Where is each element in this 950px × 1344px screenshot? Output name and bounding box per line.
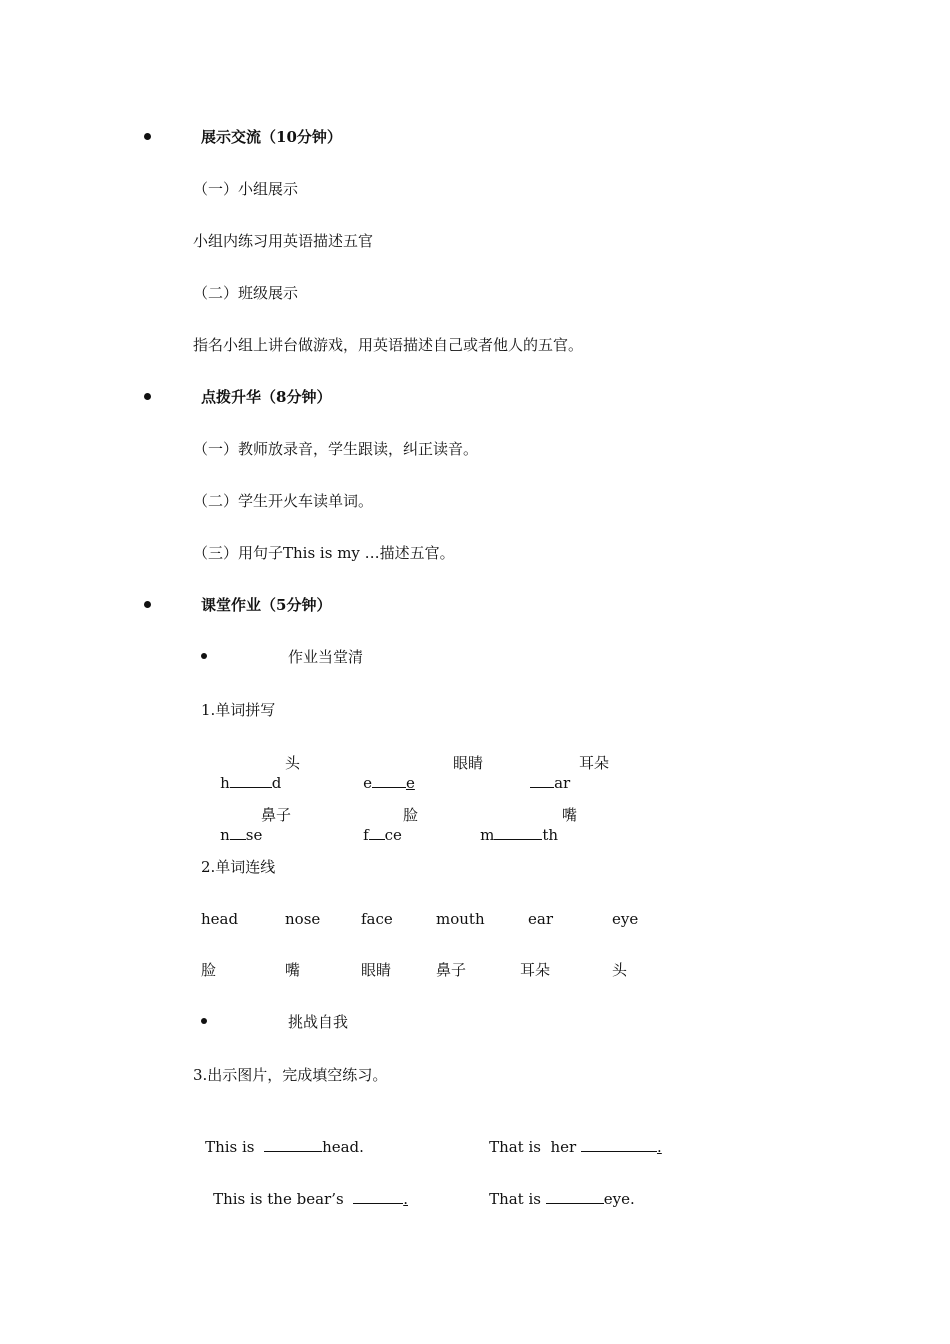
question-spelling-title: 1.单词拼写 xyxy=(201,701,276,719)
subheading-class-showcase: （二）班级展示 xyxy=(193,284,299,302)
bullet-icon xyxy=(201,1018,207,1024)
match-zh-word: 嘴 xyxy=(285,961,301,979)
sub-bullet-in-class: 作业当堂清 xyxy=(288,648,364,666)
fill-sentence-1: This is head. xyxy=(205,1138,364,1156)
list-item-recording: （一）教师放录音，学生跟读，纠正读音。 xyxy=(193,440,479,458)
section-heading-homework: 课堂作业（5分钟） xyxy=(201,596,332,614)
spelling-word-face: f ce xyxy=(363,826,402,844)
section-heading-showcase: 展示交流（10分钟） xyxy=(201,128,342,146)
spelling-row-1 xyxy=(201,753,281,813)
spelling-word-ear: ar xyxy=(511,753,570,813)
match-en-word: eye xyxy=(612,910,639,928)
match-en-word: ear xyxy=(528,910,553,928)
fill-sentence-3: This is the bear’s . xyxy=(213,1190,408,1208)
subheading-group-showcase: （一）小组展示 xyxy=(193,180,299,198)
sub-bullet-challenge: 挑战自我 xyxy=(288,1013,349,1031)
bullet-icon xyxy=(144,133,151,140)
match-en-word: face xyxy=(361,910,393,928)
spelling-zh-nose: 鼻子 xyxy=(261,806,292,824)
spelling-zh-mouth: 嘴 xyxy=(562,806,578,824)
match-zh-word: 鼻子 xyxy=(436,961,467,979)
spelling-zh-head: 头 xyxy=(285,754,301,772)
bullet-icon xyxy=(144,393,151,400)
spelling-word-nose: n se xyxy=(220,826,263,844)
spelling-zh-eye: 眼睛 xyxy=(453,754,484,772)
bullet-icon xyxy=(201,653,207,659)
spelling-zh-ear: 耳朵 xyxy=(579,754,610,772)
fill-sentence-2: That is her . xyxy=(489,1138,662,1156)
spelling-word-eye: e e xyxy=(363,774,415,792)
section-heading-guidance: 点拨升华（8分钟） xyxy=(201,388,332,406)
fill-sentence-4: That is eye. xyxy=(489,1190,635,1208)
match-en-word: head xyxy=(201,910,239,928)
match-en-word: mouth xyxy=(436,910,485,928)
list-item-train-reading: （二）学生开火车读单词。 xyxy=(193,492,374,510)
bullet-icon xyxy=(144,601,151,608)
match-en-word: nose xyxy=(285,910,321,928)
list-item-sentence-practice: （三）用句子This is my …描述五官。 xyxy=(193,544,455,562)
spelling-zh-face: 脸 xyxy=(403,806,419,824)
match-zh-word: 脸 xyxy=(201,961,217,979)
question-matching-title: 2.单词连线 xyxy=(201,858,276,876)
spelling-word-head: h d xyxy=(220,774,282,792)
paragraph-class-game: 指名小组上讲台做游戏，用英语描述自己或者他人的五官。 xyxy=(193,336,584,354)
match-zh-word: 头 xyxy=(612,961,628,979)
match-zh-word: 眼睛 xyxy=(361,961,392,979)
spelling-word-mouth: m th xyxy=(480,826,559,844)
match-zh-word: 耳朵 xyxy=(520,961,551,979)
paragraph-group-practice: 小组内练习用英语描述五官 xyxy=(193,232,374,250)
question-fill-blank-title: 3.出示图片，完成填空练习。 xyxy=(193,1066,388,1084)
